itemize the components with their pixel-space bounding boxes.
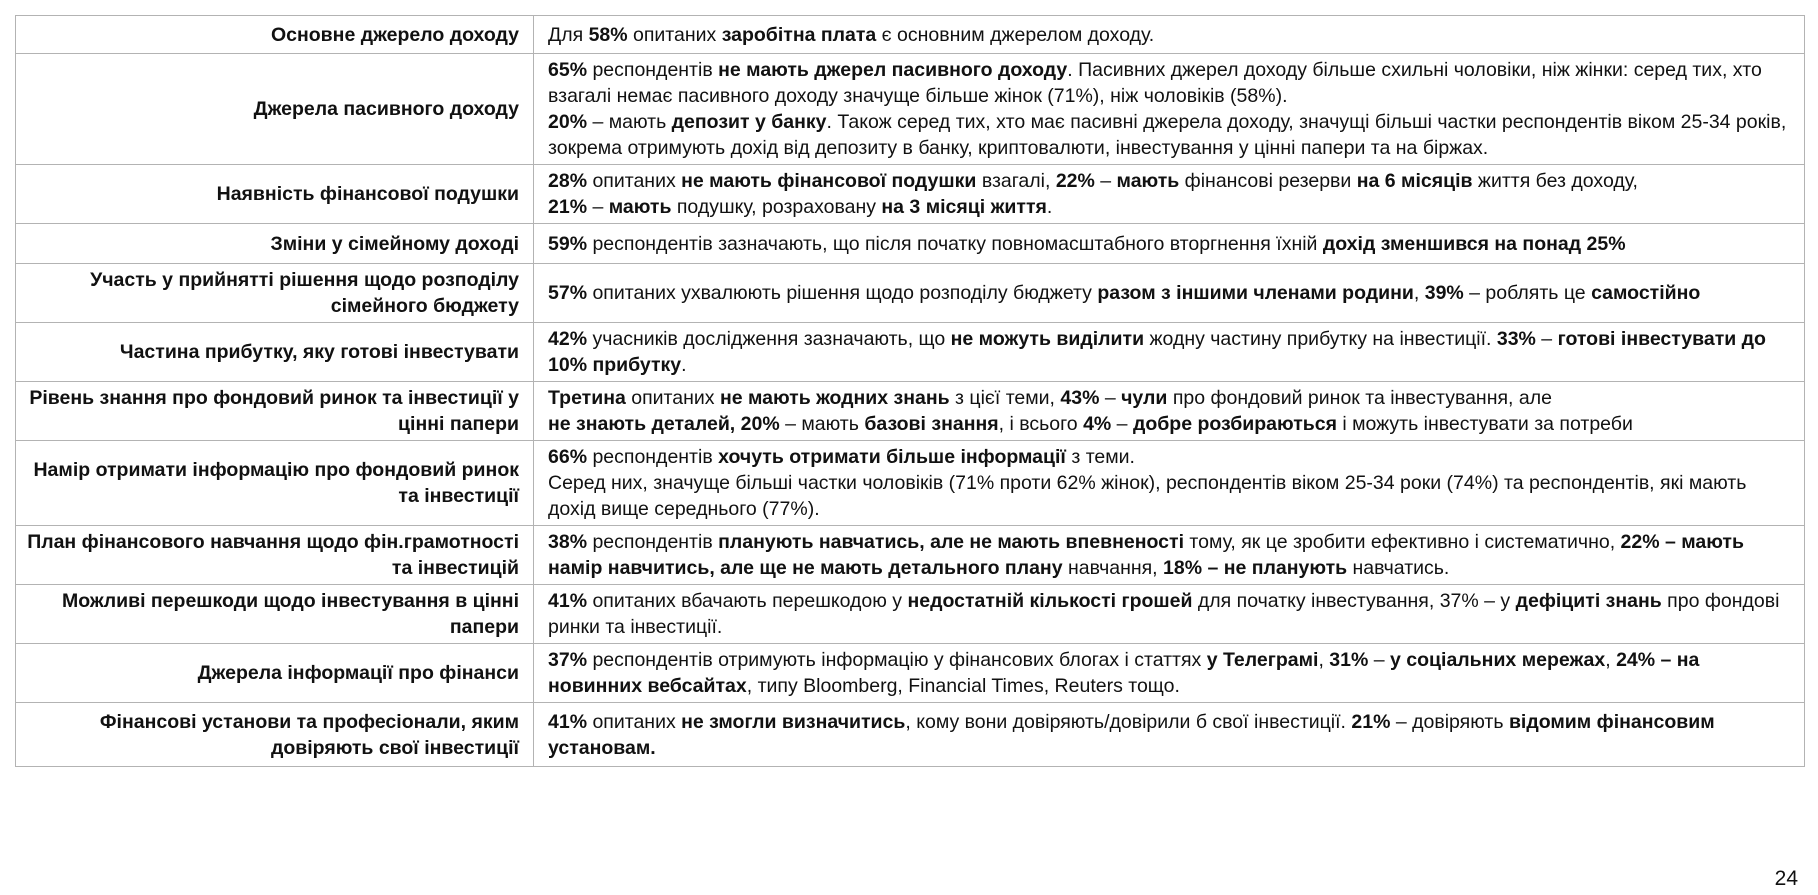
row-description (534, 224, 1805, 264)
emphasis-text: 38% (548, 531, 588, 553)
body-text: опитаних (587, 710, 682, 733)
emphasis-text: чули (1121, 387, 1168, 409)
row-label: Намір отримати інформацію про фондовий ринок та інвестиції (16, 441, 534, 526)
row-description (534, 323, 1805, 382)
emphasis-text: не мають жодних знань (719, 387, 950, 409)
emphasis-text: 31% (1329, 649, 1369, 671)
table-row (16, 526, 1805, 585)
body-text: Серед них, значуще більші частки чоловіків (71% проти 62% жінок), респондентів віком 25-34 роки (74%) та респондентів, які мають дохід вище середнього (77%). (548, 472, 1747, 520)
emphasis-text: 33% (1496, 328, 1536, 350)
emphasis-text: 28% (548, 170, 588, 192)
body-text: подушку, розраховану (671, 196, 882, 218)
table-row (16, 703, 1805, 767)
emphasis-text: 24% – на новинних вебсайтах (548, 649, 1700, 697)
emphasis-text: добре розбираються (1132, 413, 1337, 435)
body-text: респондентів (587, 531, 719, 553)
body-text: жодну частину прибутку на інвестиції. (1144, 328, 1497, 350)
row-description (534, 441, 1805, 526)
body-text: опитаних ухвалюють рішення щодо розподілу бюджету (587, 282, 1098, 304)
body-text: , і всього (998, 413, 1084, 435)
body-text: тому, як це зробити ефективно і систематично, (1184, 531, 1621, 553)
emphasis-text: 41% (548, 710, 588, 733)
body-text: навчатись. (1347, 557, 1450, 579)
table-body (16, 16, 1805, 767)
emphasis-text: 57% (548, 282, 588, 304)
emphasis-text: самостійно (1591, 282, 1701, 304)
row-label: Можливі перешкоди щодо інвестування в цінні папери (16, 585, 534, 644)
row-label: Основне джерело доходу (16, 16, 534, 54)
emphasis-text: не знають деталей, 20% (548, 413, 780, 435)
emphasis-text: разом з іншими членами родини (1097, 282, 1414, 304)
row-label: Зміни у сімейному доході (16, 224, 534, 264)
emphasis-text: 43% (1060, 387, 1100, 409)
emphasis-text: 58% (588, 23, 628, 46)
table-row (16, 441, 1805, 526)
body-text: – довіряють (1390, 710, 1509, 733)
body-text: Для (548, 23, 589, 46)
row-description (534, 54, 1805, 165)
row-label: Частина прибутку, яку готові інвестувати (16, 323, 534, 382)
emphasis-text: 4% (1083, 413, 1112, 435)
emphasis-text: готові інвестувати до 10% прибутку (548, 328, 1766, 376)
emphasis-text: не змогли визначитись (681, 710, 906, 733)
body-text: є основним джерелом доходу. (876, 23, 1155, 46)
emphasis-text: дефіциті знань (1515, 590, 1662, 612)
body-text: опитаних (627, 23, 722, 46)
body-text: – (1099, 387, 1122, 409)
table-row (16, 323, 1805, 382)
row-description (534, 382, 1805, 441)
table-row (16, 16, 1805, 54)
row-description (534, 585, 1805, 644)
body-text: про фондові ринки та інвестиції. (548, 590, 1780, 638)
emphasis-text: 65% (548, 59, 588, 81)
body-text: життя без доходу, (1472, 170, 1638, 192)
emphasis-text: не можуть виділити (950, 328, 1145, 350)
body-text: опитаних вбачають перешкодою у (587, 590, 908, 612)
body-text: для початку інвестування, 37% – у (1192, 590, 1516, 612)
table-row (16, 264, 1805, 323)
emphasis-text: у Телеграмі (1206, 649, 1319, 671)
body-text: , (1413, 282, 1425, 304)
row-description (534, 16, 1805, 54)
body-text: з цієї теми, (949, 387, 1061, 409)
row-description (534, 644, 1805, 703)
emphasis-text: недостатній кількості грошей (907, 590, 1193, 612)
table-row (16, 644, 1805, 703)
row-label: Джерела пасивного доходу (16, 54, 534, 165)
body-text: . (1046, 196, 1053, 218)
body-text: – (1094, 170, 1117, 192)
table-row (16, 382, 1805, 441)
emphasis-text: заробітна плата (721, 23, 877, 46)
body-text: і можуть інвестувати за потреби (1336, 413, 1633, 435)
row-description (534, 526, 1805, 585)
emphasis-text: 37% (548, 649, 588, 671)
emphasis-text: мають (608, 196, 672, 218)
body-text: – роблять це (1463, 282, 1592, 304)
emphasis-text: не мають фінансової подушки (681, 170, 977, 192)
row-label: Рівень знання про фондовий ринок та інвестиції у цінні папери (16, 382, 534, 441)
page-number: 24 (1774, 867, 1798, 890)
row-label: Фінансові установи та професіонали, яким довіряють свої інвестиції (16, 703, 534, 767)
body-text: . Пасивних джерел доходу більше схильні чоловіки, ніж жінки: серед тих, хто взагалі немає пасивного доходу значуще більше жінок (71%), ніж чоловіків (58%). (548, 59, 1762, 107)
row-label: Участь у прийнятті рішення щодо розподілу сімейного бюджету (16, 264, 534, 323)
body-text: опитаних (587, 170, 682, 192)
body-text: респондентів зазначають, що після початку повномасштабного вторгнення їхній (587, 232, 1323, 255)
emphasis-text: 22% (1055, 170, 1095, 192)
row-label: Наявність фінансової подушки (16, 165, 534, 224)
emphasis-text: 22% – мають намір навчитись, але ще не мають детального плану (548, 531, 1744, 579)
body-text: навчання, (1062, 557, 1164, 579)
body-text: . Також серед тих, хто має пасивні джерела доходу, значущі більші частки респондентів віком 25-34 років, зокрема отримують дохід від депозиту в банку, криптовалюти, інвестування у цінні папери та на біржах. (548, 111, 1787, 159)
emphasis-text: 39% (1424, 282, 1464, 304)
emphasis-text: відомим фінансовим установам. (548, 710, 1715, 759)
emphasis-text: 42% (548, 328, 588, 350)
emphasis-text: 21% (548, 196, 588, 218)
emphasis-text: базові знання (864, 413, 999, 435)
body-text: . (681, 354, 687, 376)
table-row (16, 585, 1805, 644)
table-row (16, 54, 1805, 165)
body-text: про фондовий ринок та інвестування, але (1167, 387, 1552, 409)
body-text: , (1605, 649, 1617, 671)
emphasis-text: 66% (548, 446, 588, 468)
body-text: , типу Bloomberg, Financial Times, Reuters тощо. (746, 675, 1180, 697)
emphasis-text: не мають джерел пасивного доходу (718, 59, 1068, 81)
body-text: фінансові резерви (1179, 170, 1357, 192)
body-text: респондентів (587, 59, 719, 81)
summary-table (15, 15, 1805, 767)
emphasis-text: мають (1116, 170, 1180, 192)
body-text: опитаних (625, 387, 720, 409)
row-description (534, 264, 1805, 323)
body-text: – (1368, 649, 1391, 671)
body-text: учасників дослідження зазначають, що (587, 328, 951, 350)
emphasis-text: хочуть отримати більше інформації (718, 446, 1066, 468)
emphasis-text: на 6 місяців (1356, 170, 1473, 192)
body-text: взагалі, (976, 170, 1056, 192)
emphasis-text: 59% (548, 232, 588, 255)
emphasis-text: депозит у банку (671, 111, 827, 133)
body-text: – (587, 196, 609, 218)
table-row (16, 165, 1805, 224)
emphasis-text: 41% (548, 590, 588, 612)
body-text: , кому вони довіряють/довірили б свої інвестиції. (905, 710, 1352, 733)
body-text: – мають (587, 111, 672, 133)
emphasis-text: дохід зменшився на понад 25% (1322, 232, 1626, 255)
emphasis-text: 21% (1351, 710, 1391, 733)
row-label: Джерела інформації про фінанси (16, 644, 534, 703)
row-description (534, 703, 1805, 767)
body-text: – (1535, 328, 1558, 350)
emphasis-text: Третина (548, 387, 626, 409)
body-text: респондентів (587, 446, 719, 468)
body-text: – (1111, 413, 1133, 435)
row-label: План фінансового навчання щодо фін.грамотності та інвестицій (16, 526, 534, 585)
table-row (16, 224, 1805, 264)
row-description (534, 165, 1805, 224)
body-text: , (1318, 649, 1330, 671)
body-text: – мають (779, 413, 865, 435)
emphasis-text: 18% – не планують (1163, 557, 1348, 579)
body-text: респондентів отримують інформацію у фінансових блогах і статтях (587, 649, 1207, 671)
emphasis-text: у соціальних мережах (1390, 649, 1606, 671)
emphasis-text: 20% (548, 111, 588, 133)
emphasis-text: на 3 місяці життя (881, 196, 1047, 218)
emphasis-text: планують навчатись, але не мають впевненості (718, 531, 1184, 553)
body-text: з теми. (1065, 446, 1135, 468)
